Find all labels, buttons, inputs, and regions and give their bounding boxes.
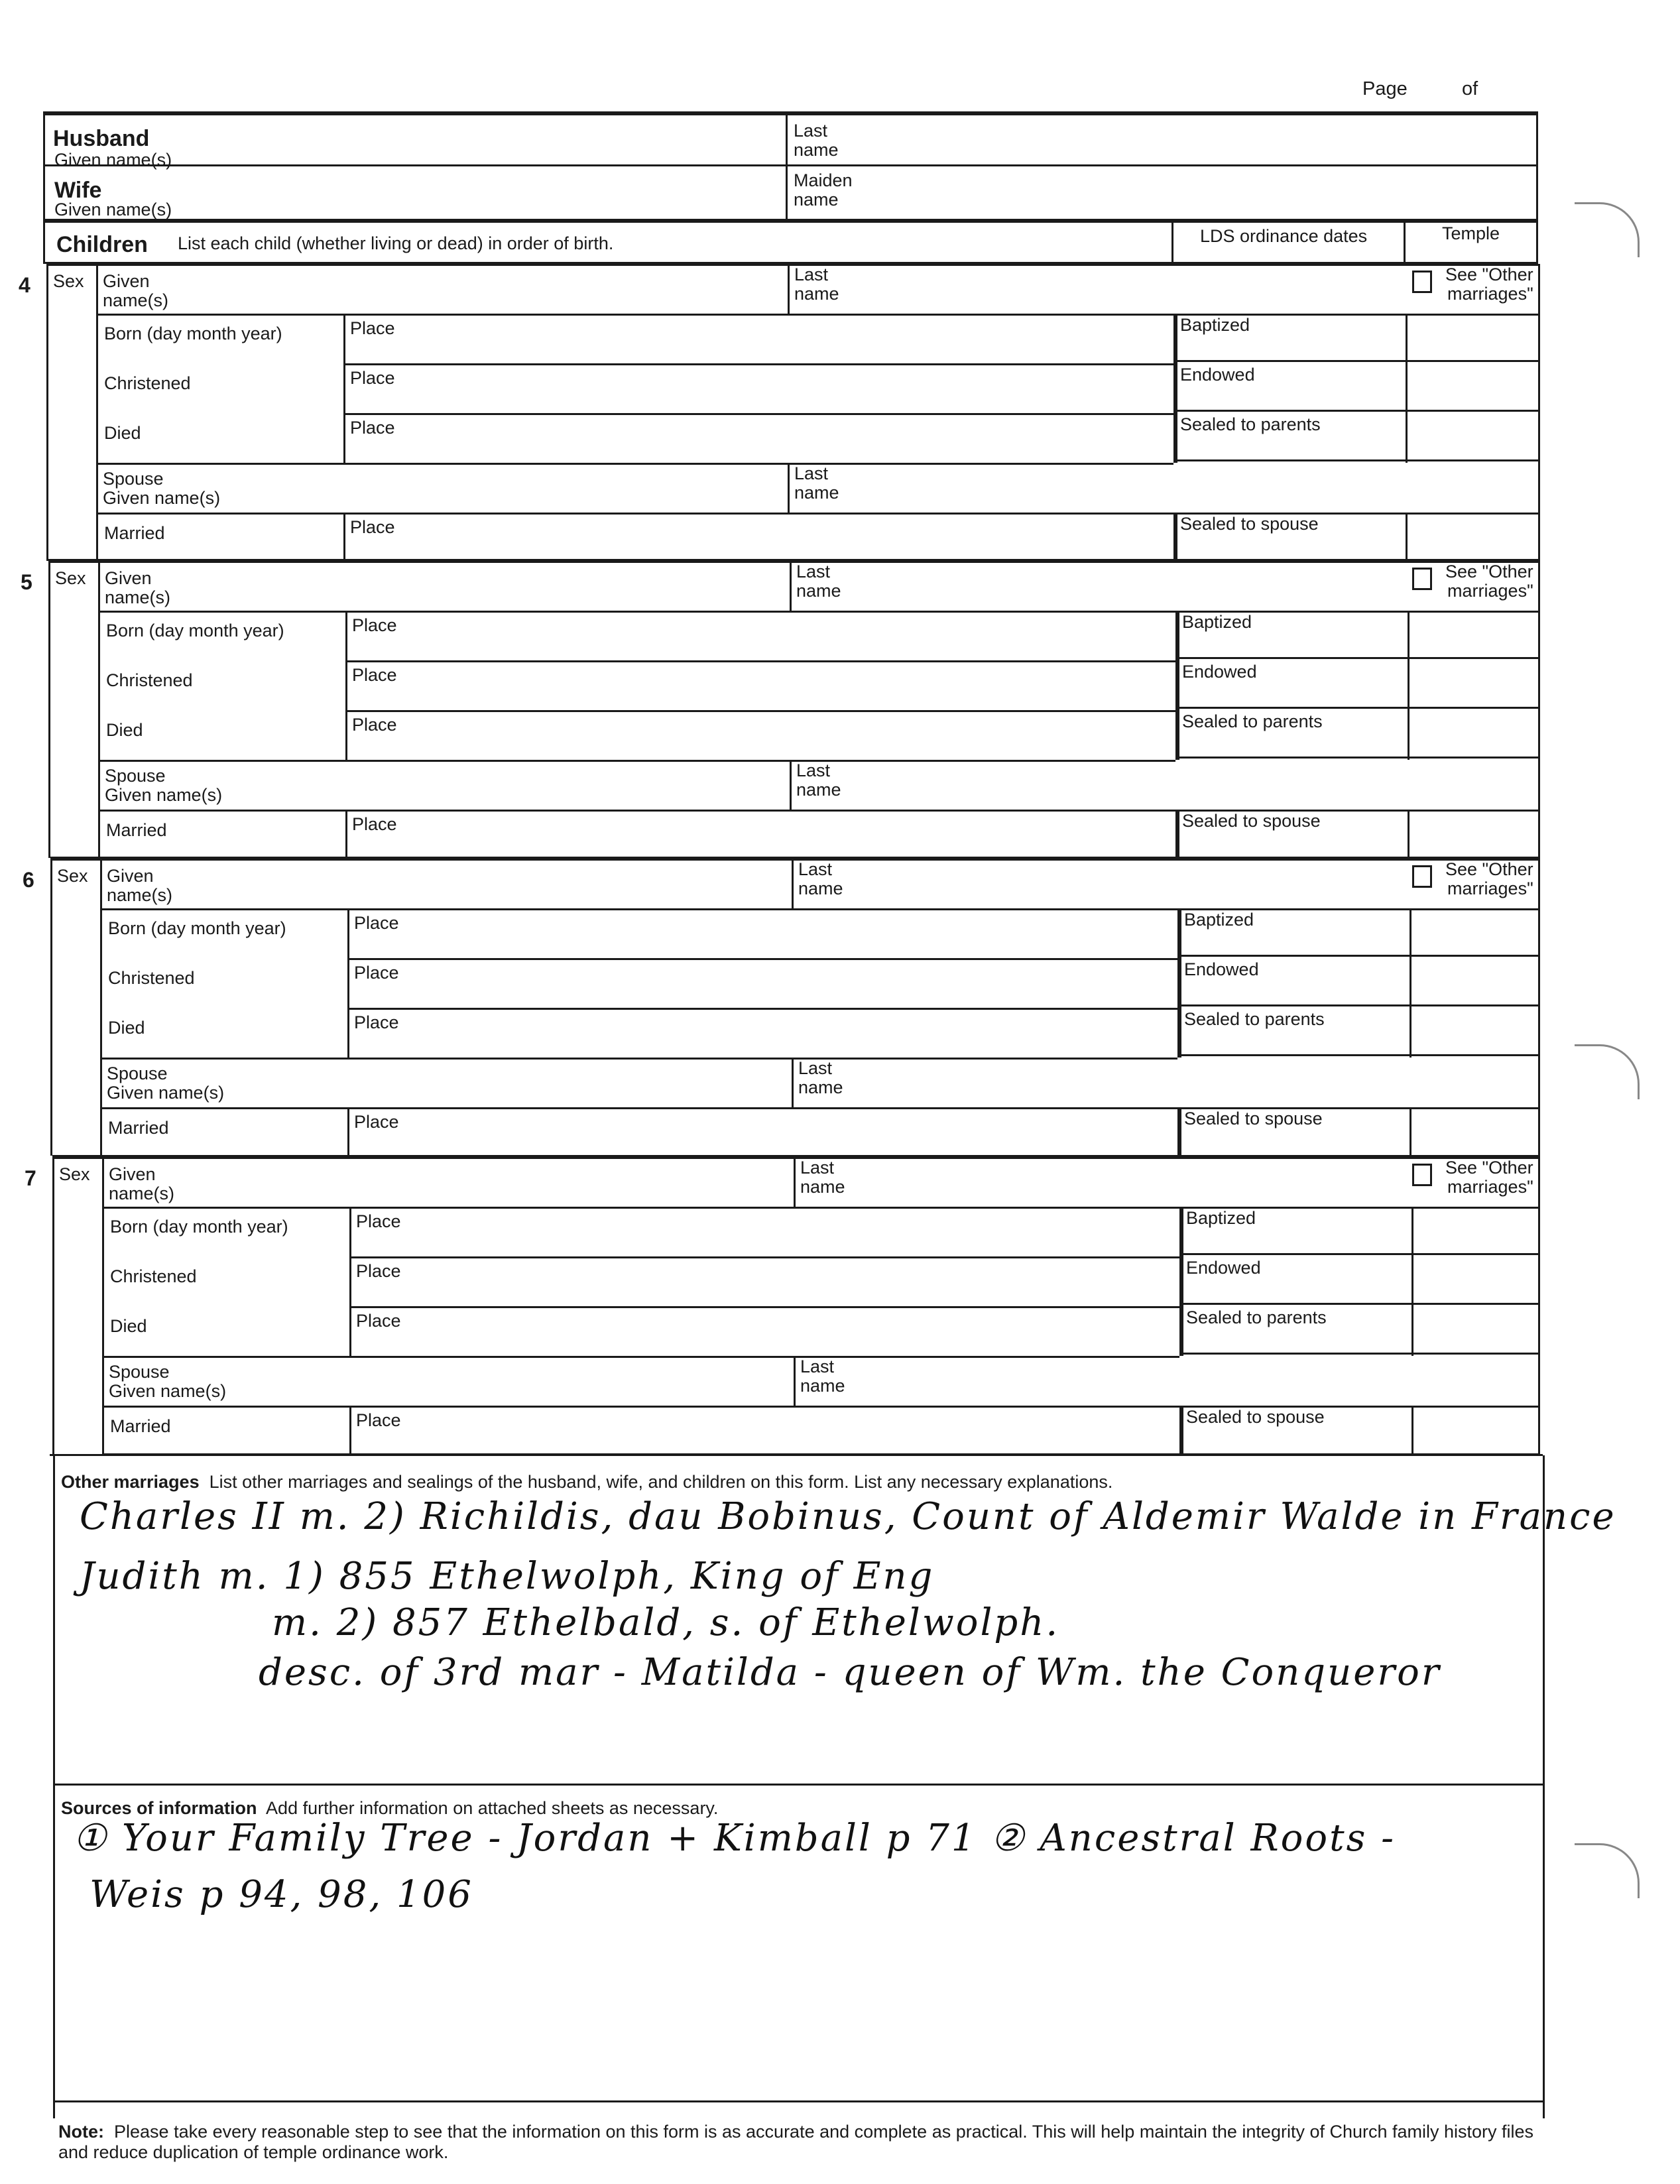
child-right-border [1538,561,1540,611]
binder-mark-bottom [1575,1843,1640,1898]
born-label: Born (day month year) [110,1217,288,1237]
row-rule [345,660,1175,662]
baptized-label: Baptized [1182,612,1252,632]
spouse-divider [790,760,792,810]
husband-title: Husband [53,126,150,151]
other-marriages-line-1: Charles II m. 2) Richildis, dau Bobinus, Count of Aldemir Walde in France [80,1495,1616,1538]
other-marriages-title: Other marriages [61,1472,200,1492]
row-rule [1177,1054,1538,1056]
married-right [1538,513,1540,562]
place-label: Place [350,368,395,388]
wife-given-label: Given name(s) [54,200,172,219]
row-rule [1175,757,1538,758]
place-label: Place [354,963,399,983]
place-label: Place [352,715,397,735]
married-place-divider [343,513,345,562]
place-label: Place [350,418,395,438]
baptized-label: Baptized [1180,315,1250,335]
note-text: Please take every reasonable step to see that the information on this form is as accurate and complete as practical. This will help maintain the integrity of Church family history files and reduce duplication of temple ordinance work. [58,2122,1534,2162]
see-other-marriages-checkbox[interactable] [1412,865,1432,888]
temple-right [1538,314,1540,463]
row-rule [102,1207,1538,1209]
endowed-label: Endowed [1184,959,1259,979]
christened-label: Christened [104,373,191,393]
sources-header [61,1798,718,1819]
last-label: Last name [798,859,843,898]
sealed-parents-label: Sealed to parents [1184,1009,1325,1029]
other-marriages-note: See "Other marriages" [1445,1158,1533,1197]
sources-line-2: Weis p 94, 98, 106 [90,1873,473,1916]
died-label: Died [108,1018,145,1038]
married-right [1538,810,1540,859]
spouse-last-label: Last name [800,1357,845,1396]
married-right [1538,1107,1540,1157]
row-rule [98,611,1538,613]
row-rule [100,908,1538,910]
sex-divider [102,1157,104,1207]
sex-label: Sex [55,568,86,588]
spouse-label: Spouse Given name(s) [109,1362,227,1401]
child-number: 5 [21,570,32,594]
spouse-label: Spouse Given name(s) [103,469,221,508]
given-last-divider [792,859,794,908]
row-rule [347,1058,1177,1060]
row-rule [343,363,1173,365]
christened-label: Christened [110,1266,197,1286]
married-temple-divider [1410,1107,1411,1157]
ordinance-divider-b [1181,1207,1183,1356]
husband-given-label: Given name(s) [54,150,172,170]
row-rule [96,513,1538,515]
temple-divider [1410,908,1411,1058]
temple-right [1538,611,1540,760]
sex-divider [100,859,102,908]
married-place-divider [347,1107,349,1157]
couple-bottom-rule [43,219,1538,223]
ordinance-divider-b [1179,908,1181,1058]
child-left-border [52,1157,54,1454]
given-label: Given name(s) [109,1164,175,1203]
born-label: Born (day month year) [106,621,284,640]
endowed-label: Endowed [1186,1258,1261,1278]
died-label: Died [110,1316,147,1336]
other-marriages-note: See "Other marriages" [1445,265,1533,304]
children-header-divider-2 [1404,219,1406,264]
children-title: Children [56,232,148,257]
sex-label: Sex [57,866,88,886]
child-right-border [1538,264,1540,314]
row-rule [347,958,1177,960]
child-left-border [46,264,48,561]
endowed-label: Endowed [1182,662,1257,682]
child-separator [48,559,1538,563]
see-other-marriages-checkbox[interactable] [1412,568,1432,590]
place-label: Place [352,665,397,685]
died-label: Died [104,423,141,443]
row-rule [96,314,1538,316]
sex-label: Sex [53,271,84,291]
last-label: Last name [794,265,839,304]
christened-label: Christened [106,670,193,690]
child-separator [46,262,1538,266]
married-place-divider [345,810,347,859]
married-temple-divider [1411,1406,1413,1455]
married-temple-divider [1408,810,1410,859]
endowed-label: Endowed [1180,365,1255,385]
row-rule [1175,657,1538,659]
row-rule [349,1306,1179,1308]
christened-label: Christened [108,968,195,988]
married-ord-divider-b [1175,513,1177,562]
other-marriages-note: See "Other marriages" [1445,859,1533,898]
given-last-divider [788,264,790,314]
sources-title: Sources of information [61,1798,257,1818]
couple-row-rule [43,164,1538,166]
row-rule [343,463,1173,465]
married-ord-divider-b [1177,810,1179,859]
other-marriages-header [61,1472,1112,1492]
wife-maiden-label: Maiden name [794,170,853,210]
married-ord-divider-b [1181,1406,1183,1455]
row-rule [349,1356,1179,1358]
place-label: Place [356,1311,401,1331]
see-other-marriages-checkbox[interactable] [1412,1164,1432,1186]
born-label: Born (day month year) [104,324,282,343]
events-left [96,314,98,562]
sealed-spouse-label: Sealed to spouse [1180,514,1319,534]
row-rule [343,413,1173,415]
events-left [100,908,102,1157]
row-rule [1173,459,1538,461]
child-number: 6 [23,868,34,892]
row-rule [347,1008,1177,1010]
row-rule [1177,955,1538,957]
see-other-marriages-checkbox[interactable] [1412,271,1432,293]
place-divider [345,611,347,760]
other-marriages-instruction: List other marriages and sealings of the husband, wife, and children on this form. List any necessary explanations. [209,1472,1113,1492]
of-label: of [1462,78,1478,99]
born-label: Born (day month year) [108,918,286,938]
row-rule [1179,1253,1538,1255]
given-last-divider [794,1157,796,1207]
sources-line-1: ① Your Family Tree - Jordan + Kimball p 71 ② Ancestral Roots - [73,1817,1396,1860]
sealed-spouse-label: Sealed to spouse [1182,811,1321,831]
married-place-label: Place [350,517,395,537]
place-divider [343,314,345,463]
spouse-label: Spouse Given name(s) [107,1063,225,1103]
child-number: 7 [25,1166,36,1190]
spouse-divider [794,1356,796,1406]
note-label: Note: [58,2122,104,2142]
other-marriages-line-3: m. 2) 857 Ethelbald, s. of Ethelwolph. [272,1601,1060,1644]
sealed-parents-label: Sealed to parents [1182,711,1323,731]
lower-right-border [1543,1455,1545,2118]
child-right-border [1538,1157,1540,1207]
row-rule [1173,360,1538,362]
married-place-label: Place [352,814,397,834]
row-rule [98,810,1538,812]
children-header-right [1536,219,1538,264]
temple-header: Temple [1442,223,1500,243]
place-label: Place [356,1261,401,1281]
baptized-label: Baptized [1184,910,1254,930]
child-right-border-2 [1538,463,1540,513]
married-right [1538,1406,1540,1455]
place-label: Place [354,1012,399,1032]
sealed-spouse-label: Sealed to spouse [1184,1109,1323,1128]
married-label: Married [106,820,167,840]
married-label: Married [104,523,165,543]
married-place-divider [349,1406,351,1455]
sex-divider [98,561,100,611]
spouse-last-label: Last name [794,463,839,503]
died-label: Died [106,720,143,740]
row-rule [1173,410,1538,412]
place-divider [347,908,349,1058]
binder-mark-middle [1575,1044,1640,1099]
row-rule [96,463,343,465]
married-label: Married [110,1416,171,1436]
temple-right [1538,908,1540,1058]
spouse-last-label: Last name [796,760,841,800]
place-label: Place [350,318,395,338]
place-label: Place [352,615,397,635]
sealed-spouse-label: Sealed to spouse [1186,1407,1325,1427]
given-label: Given name(s) [103,271,169,310]
sealed-parents-label: Sealed to parents [1180,414,1321,434]
lower-left-border [53,1455,55,2118]
sources-rule [53,1784,1545,1786]
married-place-label: Place [356,1410,401,1430]
child-left-border [50,859,52,1156]
row-rule [349,1256,1179,1258]
husband-last-label: Last name [794,121,839,160]
married-temple-divider [1406,513,1408,562]
child-number: 4 [19,273,30,297]
row-rule [1175,707,1538,709]
spouse-last-label: Last name [798,1058,843,1097]
row-rule [345,760,1175,762]
ordinance-divider-b [1175,314,1177,463]
baptized-label: Baptized [1186,1208,1256,1228]
sealed-parents-label: Sealed to parents [1186,1307,1327,1327]
children-header-left [43,219,45,264]
place-label: Place [354,913,399,933]
children-bottom-rule [50,1454,1543,1456]
children-instruction: List each child (whether living or dead) in order of birth. [178,233,614,253]
temple-divider [1408,611,1410,760]
wife-title: Wife [54,178,102,203]
row-rule [100,1058,347,1060]
given-label: Given name(s) [105,568,171,607]
given-last-divider [790,561,792,611]
other-marriages-line-4: desc. of 3rd mar - Matilda - queen of Wm. the Conqueror [259,1651,1441,1694]
lds-ordinance-dates: LDS ordinance dates [1200,226,1368,246]
row-rule [1179,1353,1538,1355]
temple-divider [1411,1207,1413,1356]
row-rule [98,760,345,762]
temple-right [1538,1207,1540,1356]
children-header-divider [1171,219,1173,264]
row-rule [345,710,1175,712]
events-left [102,1207,104,1455]
last-label: Last name [800,1158,845,1197]
row-rule [102,1356,349,1358]
given-label: Given name(s) [107,866,173,905]
spouse-divider [788,463,790,513]
sex-label: Sex [59,1164,90,1184]
child-right-border-2 [1538,1058,1540,1107]
married-place-label: Place [354,1112,399,1132]
child-separator [50,857,1538,861]
page-label: Page [1362,78,1408,99]
sex-divider [96,264,98,314]
events-left [98,611,100,859]
top-rule [43,111,1538,115]
place-divider [349,1207,351,1356]
temple-divider [1406,314,1408,463]
spouse-label: Spouse Given name(s) [105,766,223,805]
sources-bottom-rule [53,2100,1545,2102]
spouse-divider [792,1058,794,1107]
child-right-border [1538,859,1540,908]
last-label: Last name [796,562,841,601]
binder-mark-top [1575,202,1640,257]
other-marriages-line-2: Judith m. 1) 855 Ethelwolph, King of Eng [80,1555,935,1598]
married-label: Married [108,1118,169,1138]
other-marriages-note: See "Other marriages" [1445,562,1533,601]
married-ord-divider-b [1179,1107,1181,1157]
child-right-border-2 [1538,760,1540,810]
place-label: Place [356,1211,401,1231]
row-rule [1179,1303,1538,1305]
note [58,2122,1537,2163]
child-right-border-2 [1538,1356,1540,1406]
child-left-border [48,561,50,858]
ordinance-divider-b [1177,611,1179,760]
row-rule [1177,1004,1538,1006]
sources-instruction: Add further information on attached sheets as necessary. [266,1798,719,1818]
